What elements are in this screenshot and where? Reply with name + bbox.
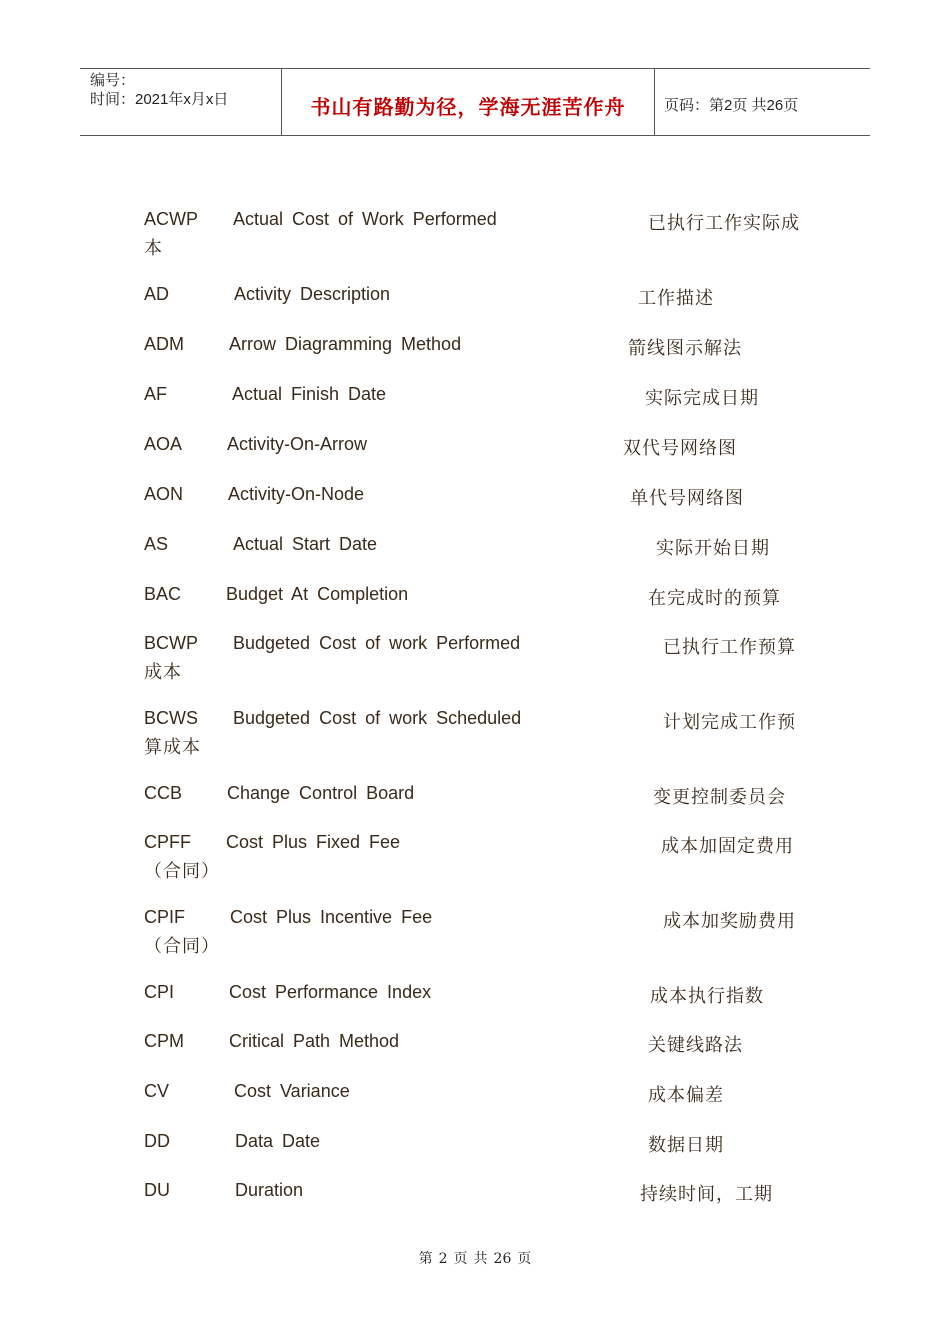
entry-chinese: 计划完成工作预 (663, 712, 796, 733)
entry-abbr: ADM (144, 334, 184, 354)
entry-chinese: 成本偏差 (648, 1085, 724, 1106)
entry-chinese: 在完成时的预算 (648, 588, 781, 609)
entry-abbr: AON (144, 484, 184, 504)
entry-chinese-cont: （合同） (144, 861, 220, 882)
entry-chinese: 已执行工作实际成 (648, 213, 800, 234)
entry-abbr: DU (144, 1180, 170, 1200)
glossary-entry (0, 982, 950, 1032)
entry-chinese: 变更控制委员会 (653, 787, 786, 808)
entry-english: Budget At Completion (226, 584, 409, 604)
entry-chinese: 实际开始日期 (656, 538, 770, 559)
entry-chinese-cont: 算成本 (144, 737, 201, 758)
entry-chinese: 双代号网络图 (623, 438, 737, 459)
entry-english: Activity-On-Node (228, 484, 365, 504)
entry-chinese-cont: 本 (144, 238, 163, 259)
glossary-entry (0, 1180, 950, 1230)
footer-suffix: 页 (517, 1251, 532, 1267)
page-footer (0, 1248, 950, 1268)
entry-chinese: 已执行工作预算 (663, 637, 796, 658)
footer-page-number: 2 (438, 1251, 448, 1267)
footer-prefix: 第 (418, 1251, 433, 1267)
glossary-entry (0, 584, 950, 634)
entry-chinese: 关键线路法 (648, 1035, 743, 1056)
entry-english: Actual Cost of Work Performed (233, 209, 497, 229)
entry-english: Actual Finish Date (232, 384, 387, 404)
entry-english: Data Date (235, 1131, 321, 1151)
entry-abbr: BAC (144, 584, 182, 604)
entry-english: Cost Performance Index (229, 982, 432, 1002)
header-page-info: 页码：第2页 共26页 (664, 97, 799, 114)
glossary-entry (0, 209, 950, 259)
header-divider (654, 69, 655, 135)
entry-abbr: BCWS (144, 708, 198, 728)
entry-english: Cost Plus Incentive Fee (230, 907, 433, 927)
entry-english: Arrow Diagramming Method (229, 334, 462, 354)
entry-english: Activity Description (234, 284, 391, 304)
footer-total: 26 (493, 1251, 512, 1267)
entry-english: Budgeted Cost of work Scheduled (233, 708, 522, 728)
glossary-entry (0, 783, 950, 833)
number-label: 编号： (90, 72, 136, 89)
entry-abbr: AF (144, 384, 168, 404)
entry-abbr: CPI (144, 982, 175, 1002)
glossary-entry (0, 708, 950, 758)
entry-english: Change Control Board (227, 783, 415, 803)
glossary-entry (0, 832, 950, 882)
entry-chinese: 成本加固定费用 (661, 836, 794, 857)
entry-abbr: AS (144, 534, 169, 554)
entry-chinese: 工作描述 (638, 288, 714, 309)
page-header (80, 68, 870, 136)
entry-chinese: 单代号网络图 (630, 488, 744, 509)
entry-abbr: ACWP (144, 209, 198, 229)
entry-abbr: AOA (144, 434, 183, 454)
entry-abbr: CPIF (144, 907, 186, 927)
entry-abbr: CPM (144, 1031, 184, 1051)
footer-total-label: 共 (473, 1251, 488, 1267)
time-label: 时间：2021年x月x日 (90, 91, 229, 108)
entry-abbr: AD (144, 284, 170, 304)
entry-abbr: CCB (144, 783, 183, 803)
entry-english: Cost Plus Fixed Fee (226, 832, 401, 852)
entry-english: Cost Variance (234, 1081, 350, 1101)
entry-abbr: CV (144, 1081, 170, 1101)
glossary-entry (0, 534, 950, 584)
glossary-entry (0, 484, 950, 534)
glossary-entry (0, 384, 950, 434)
entry-english: Critical Path Method (229, 1031, 400, 1051)
entry-english: Actual Start Date (233, 534, 378, 554)
glossary-entry (0, 434, 950, 484)
header-motto: 书山有路勤为径，学海无涯苦作舟 (310, 95, 626, 119)
header-meta (90, 71, 280, 109)
glossary-entry (0, 1081, 950, 1131)
entry-chinese: 持续时间，工期 (640, 1184, 773, 1205)
glossary-entry (0, 334, 950, 384)
entry-english: Budgeted Cost of work Performed (233, 633, 521, 653)
entry-chinese: 成本加奖励费用 (663, 911, 796, 932)
entry-chinese: 成本执行指数 (650, 986, 764, 1007)
entry-abbr: CPFF (144, 832, 191, 852)
glossary-entry (0, 907, 950, 957)
entry-english: Activity-On-Arrow (227, 434, 368, 454)
glossary-entry (0, 1131, 950, 1181)
glossary-entry (0, 284, 950, 334)
entry-chinese: 实际完成日期 (645, 388, 759, 409)
entry-abbr: BCWP (144, 633, 198, 653)
glossary-entry (0, 1031, 950, 1081)
entry-chinese: 箭线图示解法 (628, 338, 742, 359)
entry-chinese-cont: （合同） (144, 936, 220, 957)
entry-chinese-cont: 成本 (144, 662, 182, 683)
entry-abbr: DD (144, 1131, 170, 1151)
entry-chinese: 数据日期 (648, 1135, 724, 1156)
entry-english: Duration (235, 1180, 304, 1200)
footer-mid: 页 (453, 1251, 468, 1267)
glossary-entry (0, 633, 950, 683)
